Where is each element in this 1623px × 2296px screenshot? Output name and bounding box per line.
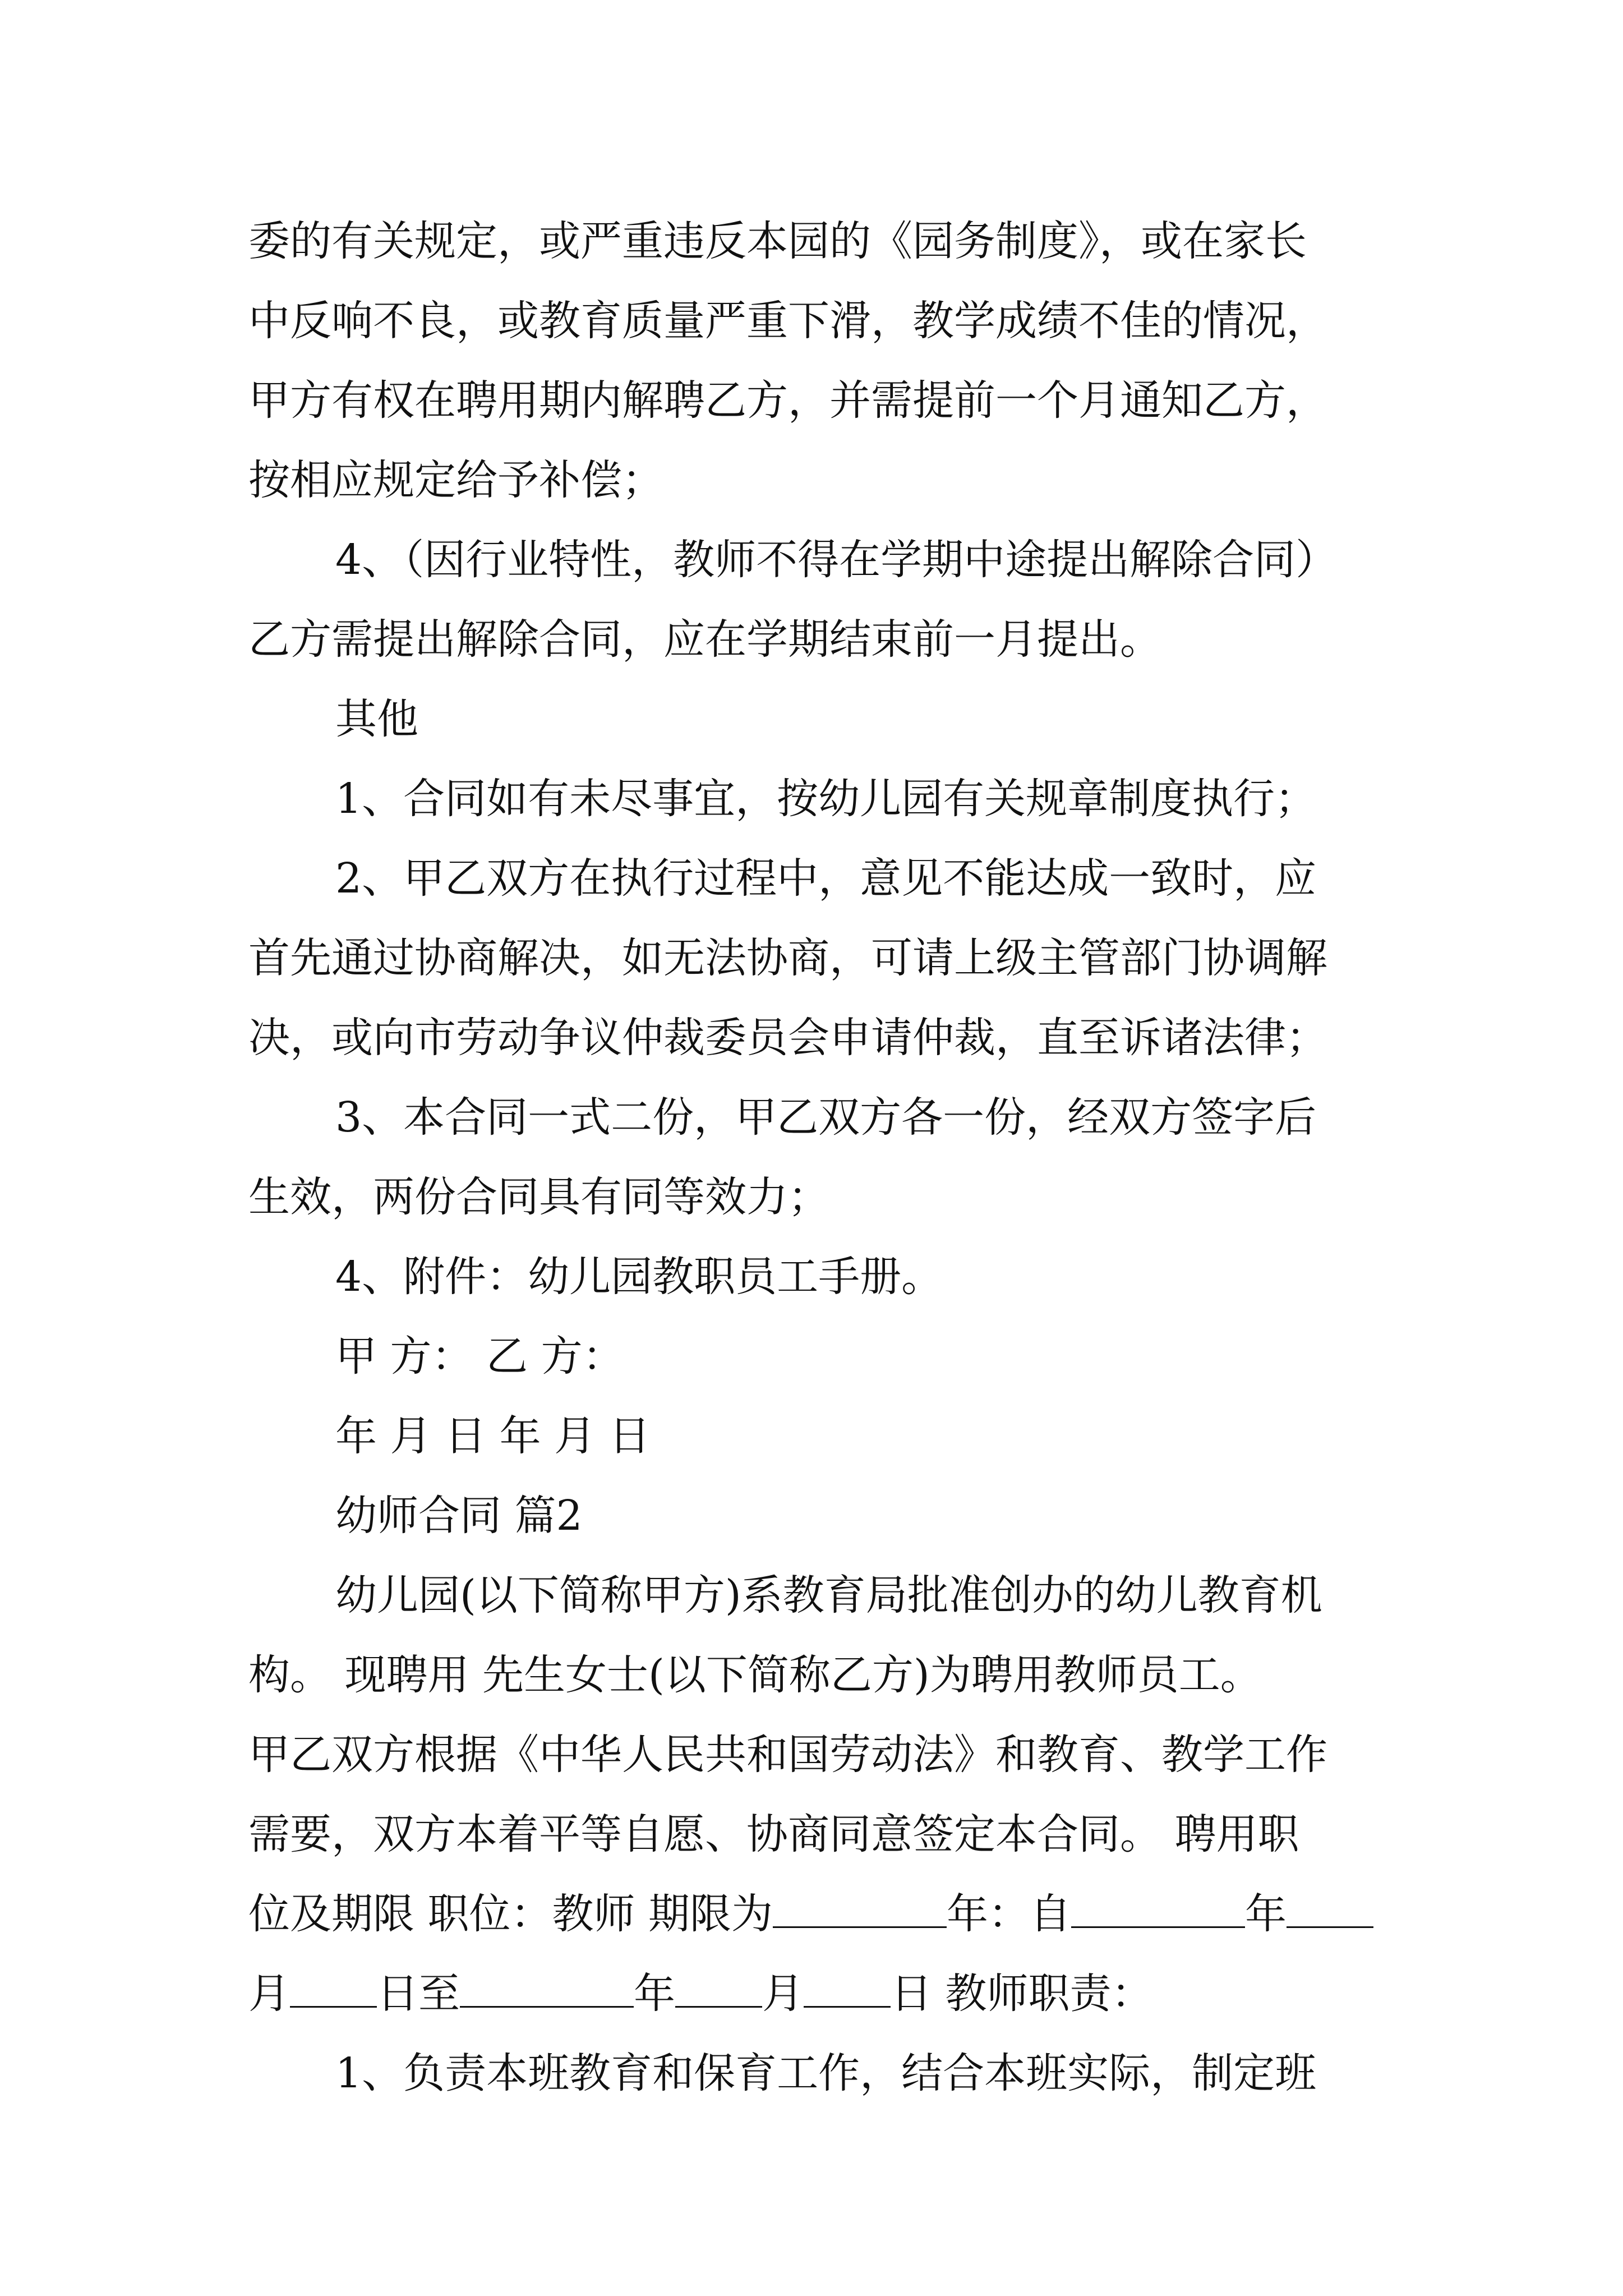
paragraph-line: 决，或向市劳动争议仲裁委员会申请仲裁，直至诉诸法律； [248,1014,1327,1062]
paragraph-line: 生效，两份合同具有同等效力； [248,1173,829,1221]
paragraph-line: 1、负责本班教育和保育工作，结合本班实际，制定班 [335,2049,1317,2097]
section-heading: 其他 [335,695,418,743]
paragraph-line: 乙方需提出解除合同，应在学期结束前一月提出。 [248,615,1161,664]
paragraph-line: 幼儿园(以下简称甲方)系教育局批准创办的幼儿教育机 [335,1571,1322,1619]
paragraph-line: 构。 现聘用 先生女士(以下简称乙方)为聘用教师员工。 [248,1651,1262,1699]
date-text: 日至 [377,1970,460,2018]
paragraph-line: 委的有关规定，或严重违反本园的《园务制度》，或在家长 [248,217,1307,265]
blank-underline [804,1967,891,2008]
paragraph-line: 按相应规定给予补偿； [248,456,663,504]
date-text: 月 [762,1970,804,2018]
paragraph-line: 4、附件：幼儿园教职员工手册。 [335,1253,943,1301]
blank-underline [773,1887,947,1928]
blank-underline [675,1967,762,2008]
paragraph-line: 甲乙双方根据《中华人民共和国劳动法》和教育、教学工作 [248,1731,1327,1779]
date-range-line [0,1954,1623,2033]
term-text: 年 [1245,1890,1287,1938]
paragraph-line: 首先通过协商解决，如无法协商，可请上级主管部门协调解 [248,934,1327,982]
term-text: 年：自 [947,1890,1072,1938]
paragraph-line: 3、本合同一式二份，甲乙双方各一份，经双方签字后 [335,1093,1317,1142]
term-line [0,1875,1623,1953]
date-text: 月 [248,1970,290,2018]
date-line: 年 月 日 年 月 日 [335,1412,651,1460]
blank-underline [1287,1887,1373,1928]
paragraph-line: 4、（因行业特性，教师不得在学期中途提出解除合同） [335,536,1338,584]
paragraph-line: 2、甲乙双方在执行过程中，意见不能达成一致时，应 [335,854,1317,903]
term-text: 位及期限 职位：教师 期限为 [248,1890,773,1938]
signature-line: 甲 方： 乙 方： [335,1332,624,1381]
date-text: 日 教师职责： [891,1970,1153,2018]
date-text: 年 [634,1970,675,2018]
blank-underline [460,1967,634,2008]
paragraph-line: 甲方有权在聘用期内解聘乙方，并需提前一个月通知乙方， [248,376,1327,425]
section-heading: 幼师合同 篇2 [335,1492,583,1540]
paragraph-line: 中反响不良，或教育质量严重下滑，教学成绩不佳的情况， [248,297,1327,345]
paragraph-line: 1、合同如有未尽事宜，按幼儿园有关规章制度执行； [335,775,1317,823]
blank-underline [290,1967,377,2008]
paragraph-line: 需要，双方本着平等自愿、协商同意签定本合同。 聘用职 [248,1810,1299,1858]
blank-underline [1071,1887,1245,1928]
